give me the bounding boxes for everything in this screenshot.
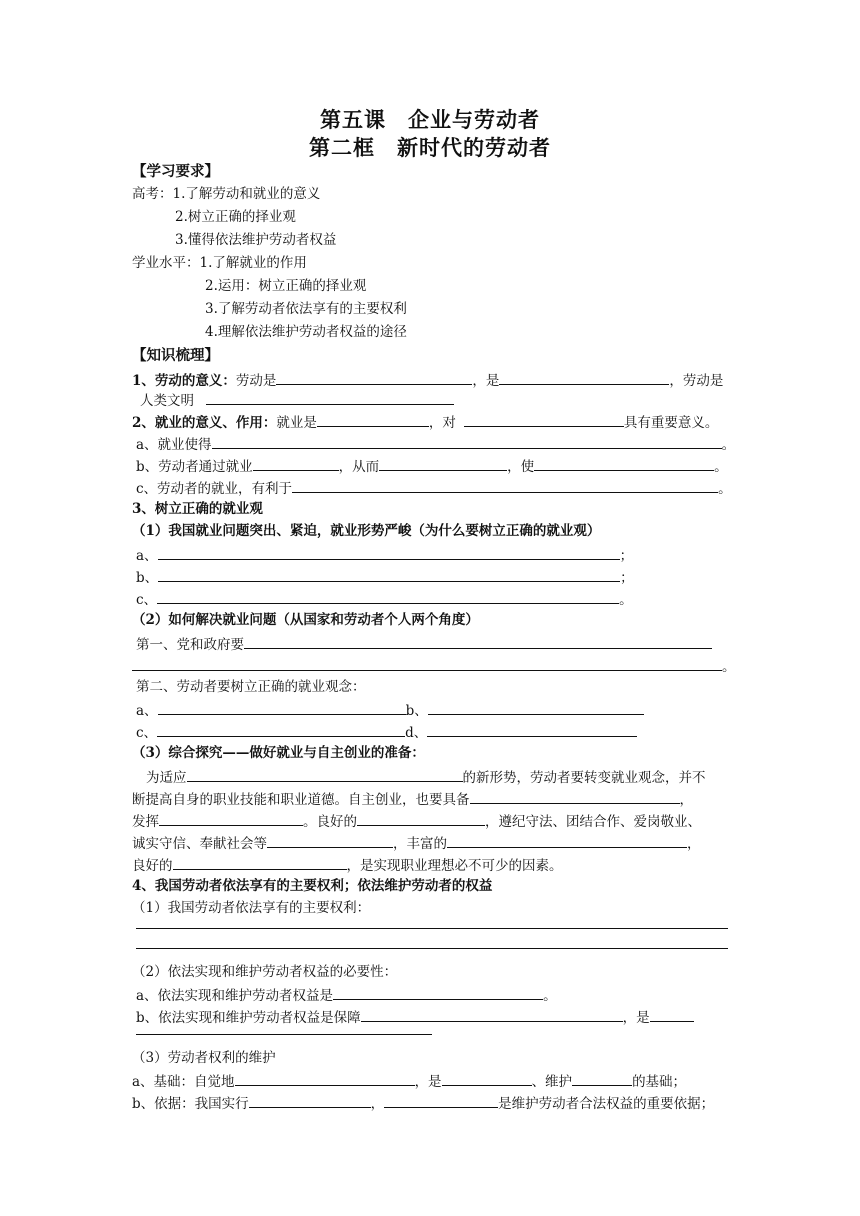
answer-line — [136, 1034, 432, 1035]
q3-3-para-1: 为适应 的新形势，劳动者要转变就业观念，并不 — [146, 767, 706, 788]
knowledge-header: 【知识梳理】 — [132, 347, 219, 364]
q3-3-para-2: 断提高自身的职业技能和职业道德。自主创业，也要具备 ， — [132, 789, 693, 810]
q2-c: c、劳动者的就业，有利于 。 — [136, 478, 732, 499]
q3-2-heading: （2）如何解决就业问题（从国家和劳动者个人两个角度） — [132, 612, 479, 628]
lesson-title: 第五课 企业与劳动者 — [320, 108, 540, 132]
answer-line — [136, 948, 728, 949]
q3-3-para-4: 诚实守信、奉献社会等 ，丰富的 ， — [132, 833, 701, 854]
gaokao-item-1: 高考：1.了解劳动和就业的意义 — [132, 186, 321, 202]
q4-2-a: a、依法实现和维护劳动者权益是 。 — [136, 985, 557, 1006]
q3-2-second: 第二、劳动者要树立正确的就业观念： — [136, 679, 366, 695]
q1-line-2: 人类文明 — [140, 390, 454, 411]
gaokao-item-2: 2.树立正确的择业观 — [175, 209, 296, 225]
gaokao-item-3: 3.懂得依法维护劳动者权益 — [175, 232, 337, 248]
q3-2-cd: c、 d、 — [136, 722, 637, 743]
level-item-1: 学业水平：1.了解就业的作用 — [132, 255, 307, 271]
q1-labor-meaning: 1、劳动的意义：劳动是 ，是 ，劳动是 — [132, 370, 723, 391]
q4-rights-heading: 4、我国劳动者依法享有的主要权利；依法维护劳动者的权益 — [132, 878, 493, 894]
q3-3-heading: （3）综合探究——做好就业与自主创业的准备： — [132, 745, 425, 761]
q3-1-heading: （1）我国就业问题突出、紧迫，就业形势严峻（为什么要树立正确的就业观） — [132, 523, 601, 539]
q2-b: b、劳动者通过就业 ，从而 ，使 。 — [136, 456, 728, 477]
q2-employment-meaning: 2、就业的意义、作用：就业是 ，对 具有重要意义。 — [132, 412, 718, 433]
q3-employment-view: 3、树立正确的就业观 — [132, 501, 263, 517]
q4-3-a: a、基础：自觉地 ，是 、维护 的基础； — [132, 1071, 686, 1092]
q3-2-first: 第一、党和政府要 — [136, 634, 712, 655]
q4-2-b: b、依法实现和维护劳动者权益是保障 ，是 — [136, 1007, 694, 1028]
q3-2-ab: a、 b、 — [136, 700, 644, 721]
study-requirements-header: 【学习要求】 — [132, 163, 219, 180]
level-item-2: 2.运用：树立正确的择业观 — [205, 278, 367, 294]
q3-1-c: c、 。 — [136, 589, 633, 610]
q3-3-para-3: 发挥 。良好的 ，遵纪守法、团结合作、爱岗敬业、 — [132, 811, 701, 832]
level-item-4: 4.理解依法维护劳动者权益的途径 — [205, 324, 407, 340]
q3-1-a: a、 ； — [136, 545, 633, 566]
q4-3-b: b、依据：我国实行 ， 是维护劳动者合法权益的重要依据； — [132, 1093, 714, 1114]
section-title: 第二框 新时代的劳动者 — [309, 136, 551, 160]
q3-3-para-5: 良好的 ，是实现职业理想必不可少的因素。 — [132, 855, 563, 876]
q4-2-heading: （2）依法实现和维护劳动者权益的必要性： — [132, 964, 398, 980]
q3-1-b: b、 ； — [136, 567, 634, 588]
answer-line — [136, 928, 728, 929]
q4-1-heading: （1）我国劳动者依法享有的主要权利： — [132, 900, 371, 916]
q3-2-first-cont: 。 — [132, 656, 736, 677]
q2-a: a、就业使得 。 — [136, 434, 735, 455]
q4-3-heading: （3）劳动者权利的维护 — [132, 1050, 276, 1066]
level-item-3: 3.了解劳动者依法享有的主要权利 — [205, 301, 407, 317]
